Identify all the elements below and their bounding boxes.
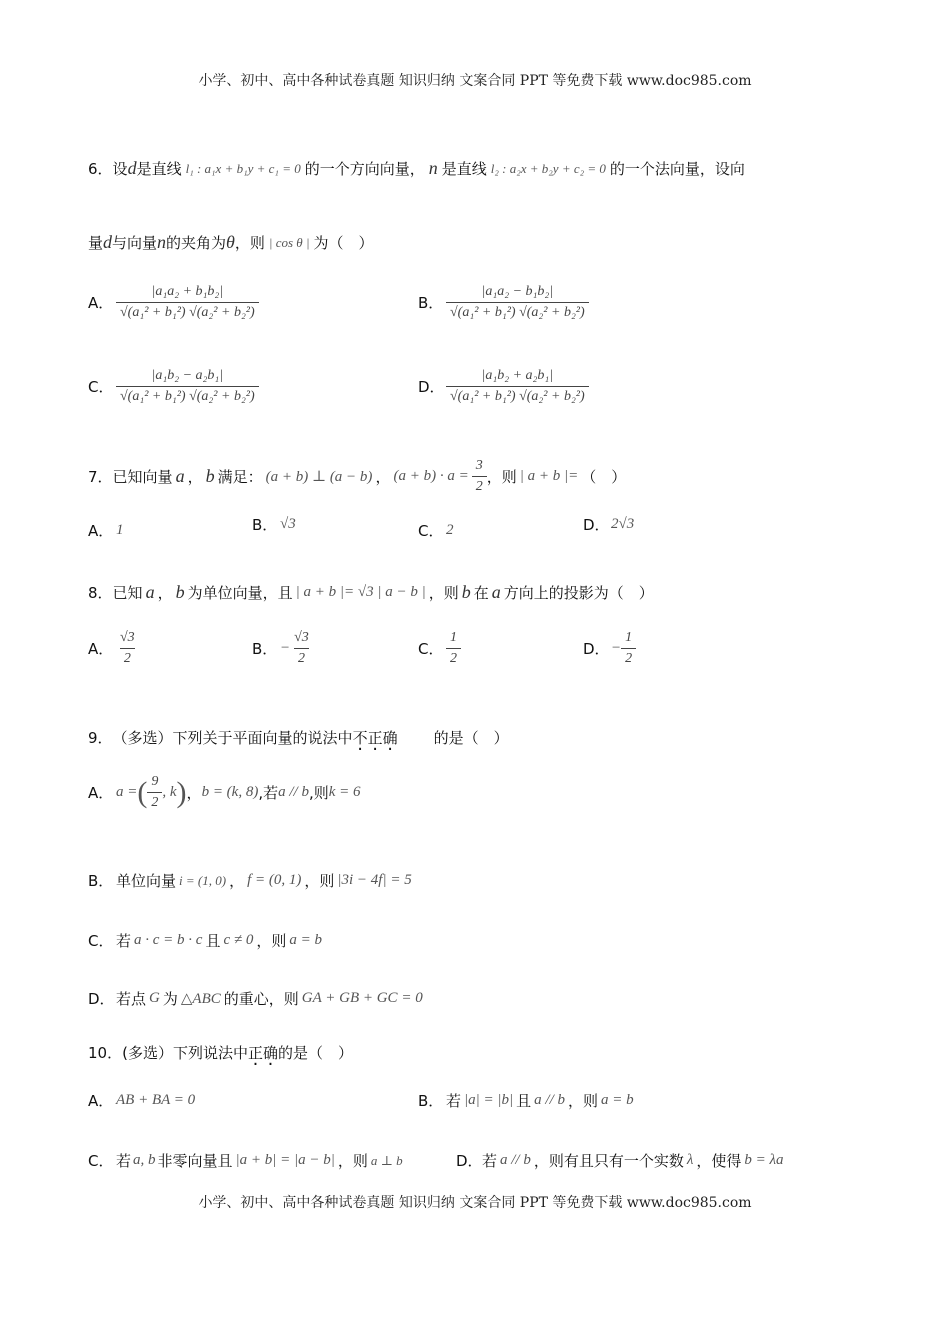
vector-b: b bbox=[461, 582, 471, 602]
line-l1-equation: l₁ : a₁x + b₁y + c₁ = 0 bbox=[185, 160, 301, 176]
q7-option-c[interactable] bbox=[418, 520, 454, 541]
option-label: A． bbox=[88, 1092, 114, 1110]
option-label: D． bbox=[88, 990, 115, 1008]
text: 量 bbox=[88, 234, 104, 252]
q6-option-d[interactable] bbox=[418, 368, 589, 405]
text: 若 bbox=[446, 1092, 462, 1110]
denominator: 2 bbox=[120, 648, 135, 667]
math: △ABC bbox=[180, 991, 221, 1007]
text: (多选）下列说法中 bbox=[122, 1044, 248, 1062]
q10-option-d[interactable] bbox=[456, 1150, 787, 1171]
option-value: 2 bbox=[446, 522, 454, 538]
vector-b: b bbox=[175, 582, 185, 602]
text: 若 bbox=[116, 1152, 132, 1170]
vector-b: b bbox=[205, 466, 215, 486]
numerator: |a₁a₂ − b₁b₂| bbox=[481, 284, 554, 299]
denominator: 2 bbox=[147, 792, 162, 811]
fraction bbox=[116, 630, 139, 667]
fraction bbox=[147, 774, 162, 811]
text: 是直线 bbox=[136, 160, 182, 178]
text: ， bbox=[186, 784, 202, 802]
option-label: B． bbox=[252, 516, 278, 534]
text: （ ） bbox=[581, 468, 627, 486]
vector-n: n bbox=[428, 158, 438, 178]
text: ，则 bbox=[568, 1092, 599, 1110]
text: ， bbox=[157, 584, 173, 602]
text: 的夹角为 bbox=[166, 234, 227, 252]
option-label: A． bbox=[88, 522, 114, 540]
fraction bbox=[116, 284, 259, 321]
math: b = λa bbox=[744, 1152, 784, 1168]
denominator: √(a₁² + b₁²) √(a₂² + b₂²) bbox=[446, 386, 589, 405]
right-paren: ) bbox=[176, 775, 187, 809]
fraction bbox=[116, 368, 259, 405]
math: |a + b| = |a − b| bbox=[235, 1152, 335, 1168]
text: ， bbox=[229, 872, 245, 890]
vector-n: n bbox=[157, 232, 167, 252]
text: 单位向量 bbox=[116, 872, 177, 890]
option-label: B． bbox=[418, 1092, 444, 1110]
denominator: √(a₁² + b₁²) √(a₂² + b₂²) bbox=[446, 302, 589, 321]
text: ，则 bbox=[337, 1152, 368, 1170]
math: λ bbox=[686, 1152, 694, 1168]
text: 为（ ） bbox=[313, 234, 374, 252]
angle-theta: θ bbox=[226, 232, 235, 252]
text: ，使得 bbox=[696, 1152, 742, 1170]
numerator: |a₁b₂ + a₂b₁| bbox=[481, 368, 554, 383]
text: 若点 bbox=[116, 990, 147, 1008]
q9-option-a[interactable] bbox=[88, 774, 361, 811]
q10-option-b[interactable] bbox=[418, 1090, 637, 1111]
option-label: B． bbox=[252, 640, 278, 658]
option-label: A． bbox=[88, 784, 114, 802]
text: 的一个方向向量， bbox=[304, 160, 425, 178]
math: a · c = b · c bbox=[134, 932, 203, 948]
sign: − bbox=[611, 640, 622, 656]
sign: − bbox=[280, 640, 291, 656]
numerator: |a₁b₂ − a₂b₁| bbox=[151, 368, 224, 383]
math: a = b bbox=[601, 1092, 634, 1108]
text: 的是（ ） bbox=[277, 1044, 353, 1062]
emphasis-char: 不 · bbox=[353, 727, 368, 748]
denominator: 2 bbox=[621, 648, 636, 667]
question-number: 8． bbox=[88, 584, 113, 602]
text: （多选）下列关于平面向量的说法中 bbox=[112, 729, 353, 747]
text: 若 bbox=[116, 932, 132, 950]
text: ，则 bbox=[256, 932, 287, 950]
text: 且 bbox=[205, 932, 221, 950]
q8-option-a[interactable] bbox=[88, 630, 139, 667]
text: ， bbox=[187, 468, 203, 486]
math: a // b bbox=[500, 1152, 531, 1168]
q7-option-a[interactable] bbox=[88, 520, 124, 541]
question-8-stem bbox=[88, 582, 654, 603]
text: ，则 bbox=[486, 468, 517, 486]
option-label: A． bbox=[88, 294, 114, 312]
option-value: √3 bbox=[280, 516, 296, 532]
question-number: 6． bbox=[88, 160, 113, 178]
text: 与向量 bbox=[112, 234, 158, 252]
fraction bbox=[446, 630, 461, 667]
page-header: 小学、初中、高中各种试卷真题 知识归纳 文案合同 PPT 等免费下载 www.doc985.com bbox=[198, 73, 752, 89]
condition-dot-product: (a + b) · a = bbox=[393, 468, 469, 484]
fraction bbox=[446, 368, 589, 405]
q8-option-c[interactable] bbox=[418, 630, 461, 667]
text: ， bbox=[375, 468, 391, 486]
math: G bbox=[149, 990, 160, 1006]
question-7-stem bbox=[88, 458, 626, 495]
option-label: B． bbox=[88, 872, 114, 890]
q9-option-d[interactable] bbox=[88, 988, 426, 1009]
math: a ⊥ b bbox=[370, 1152, 403, 1168]
question-number: 10． bbox=[88, 1044, 123, 1062]
fraction bbox=[290, 630, 313, 667]
left-paren: ( bbox=[137, 775, 148, 809]
text: 已知向量 bbox=[112, 468, 173, 486]
text: 的重心，则 bbox=[223, 990, 299, 1008]
emphasis-char: 确 · bbox=[383, 727, 398, 748]
text: 且 bbox=[516, 1092, 532, 1110]
vector-d: d bbox=[103, 232, 113, 252]
option-label: C． bbox=[88, 1152, 114, 1170]
text: 设 bbox=[112, 160, 128, 178]
vector-a: a bbox=[145, 582, 155, 602]
text: ，则 bbox=[304, 872, 335, 890]
numerator: 9 bbox=[151, 774, 159, 789]
vector-a: a bbox=[491, 582, 501, 602]
text: 已知 bbox=[112, 584, 143, 602]
text: ，则 bbox=[428, 584, 459, 602]
numerator: √3 bbox=[120, 630, 135, 645]
math: a, b bbox=[133, 1152, 156, 1168]
math: i = (1, 0) bbox=[179, 872, 227, 888]
math: a // b bbox=[278, 784, 309, 800]
q8-option-d[interactable] bbox=[583, 630, 636, 667]
text: 为单位向量，且 bbox=[187, 584, 293, 602]
emphasis-char: 确 · bbox=[263, 1042, 278, 1063]
option-label: A． bbox=[88, 640, 114, 658]
option-label: C． bbox=[418, 640, 444, 658]
question-number: 9． bbox=[88, 729, 113, 747]
target-expression: | a + b |= bbox=[519, 468, 579, 484]
option-label: B． bbox=[418, 294, 444, 312]
text: 若 bbox=[482, 1152, 498, 1170]
vector-a: a bbox=[175, 466, 185, 486]
math: AB + BA = 0 bbox=[116, 1092, 196, 1108]
numerator: 3 bbox=[475, 458, 483, 473]
math: |a| = |b| bbox=[464, 1092, 514, 1108]
question-number: 7． bbox=[88, 468, 113, 486]
math: a = b bbox=[289, 932, 322, 948]
text: 非零向量且 bbox=[157, 1152, 233, 1170]
q10-option-a[interactable] bbox=[88, 1090, 195, 1111]
denominator: 2 bbox=[294, 648, 309, 667]
option-label: D． bbox=[583, 640, 610, 658]
numerator: 1 bbox=[625, 630, 633, 645]
option-label: D． bbox=[456, 1152, 483, 1170]
q7-option-d[interactable] bbox=[583, 514, 634, 535]
q9-option-c[interactable] bbox=[88, 930, 325, 951]
question-9-stem bbox=[88, 727, 509, 748]
abs-cos-theta: | cos θ | bbox=[268, 234, 310, 250]
fraction bbox=[621, 630, 636, 667]
math: b = (k, 8) bbox=[201, 784, 259, 800]
question-6-stem-line1 bbox=[88, 158, 745, 179]
denominator: 2 bbox=[446, 648, 461, 667]
question-6-stem-line2 bbox=[88, 232, 374, 253]
option-value: 2√3 bbox=[611, 516, 635, 532]
math: a = bbox=[116, 784, 138, 800]
text: 的是（ ） bbox=[433, 729, 509, 747]
numerator: 1 bbox=[450, 630, 457, 645]
vector-d: d bbox=[127, 158, 137, 178]
option-label: D． bbox=[418, 378, 445, 396]
math: GA + GB + GC = 0 bbox=[301, 990, 423, 1006]
math: f = (0, 1) bbox=[247, 872, 302, 888]
emphasis-char: 正 · bbox=[368, 727, 383, 748]
math: k = 6 bbox=[328, 784, 361, 800]
option-label: C． bbox=[88, 378, 114, 396]
emphasis-char: 正 · bbox=[248, 1042, 263, 1063]
q6-option-a[interactable] bbox=[88, 284, 259, 321]
line-l2-equation: l₂ : a₂x + b₂y + c₂ = 0 bbox=[490, 160, 606, 176]
option-label: C． bbox=[88, 932, 114, 950]
denominator: 2 bbox=[472, 476, 487, 495]
text: 在 bbox=[473, 584, 489, 602]
q10-option-c[interactable] bbox=[88, 1150, 406, 1171]
text: ,若 bbox=[258, 784, 279, 802]
option-label: C． bbox=[418, 522, 444, 540]
math: c ≠ 0 bbox=[223, 932, 254, 948]
math: |3i − 4f| = 5 bbox=[337, 872, 412, 888]
q7-option-b[interactable] bbox=[252, 514, 296, 535]
question-10-stem bbox=[88, 1042, 353, 1063]
option-value: 1 bbox=[116, 522, 124, 538]
text: 为 bbox=[162, 990, 178, 1008]
denominator: √(a₁² + b₁²) √(a₂² + b₂²) bbox=[116, 302, 259, 321]
text: 的一个法向量，设向 bbox=[609, 160, 745, 178]
fraction bbox=[446, 284, 589, 321]
math: , k bbox=[162, 784, 177, 800]
q9-option-b[interactable] bbox=[88, 870, 415, 891]
numerator: √3 bbox=[294, 630, 309, 645]
math: a // b bbox=[534, 1092, 565, 1108]
q8-option-b[interactable] bbox=[252, 630, 313, 667]
fraction bbox=[472, 458, 487, 495]
text: 方向上的投影为（ ） bbox=[503, 584, 654, 602]
denominator: √(a₁² + b₁²) √(a₂² + b₂²) bbox=[116, 386, 259, 405]
q6-option-c[interactable] bbox=[88, 368, 259, 405]
text: ,则 bbox=[308, 784, 329, 802]
condition-equation: | a + b |= √3 | a − b | bbox=[295, 584, 426, 600]
numerator: |a₁a₂ + b₁b₂| bbox=[151, 284, 224, 299]
text: ，则有且只有一个实数 bbox=[533, 1152, 684, 1170]
condition-perpendicular: (a + b) ⊥ (a − b) bbox=[265, 469, 373, 485]
q6-option-b[interactable] bbox=[418, 284, 589, 321]
page-footer: 小学、初中、高中各种试卷真题 知识归纳 文案合同 PPT 等免费下载 www.doc985.com bbox=[198, 1195, 752, 1211]
text: 满足： bbox=[217, 468, 263, 486]
option-label: D． bbox=[583, 516, 610, 534]
text: ，则 bbox=[234, 234, 265, 252]
text: 是直线 bbox=[441, 160, 487, 178]
